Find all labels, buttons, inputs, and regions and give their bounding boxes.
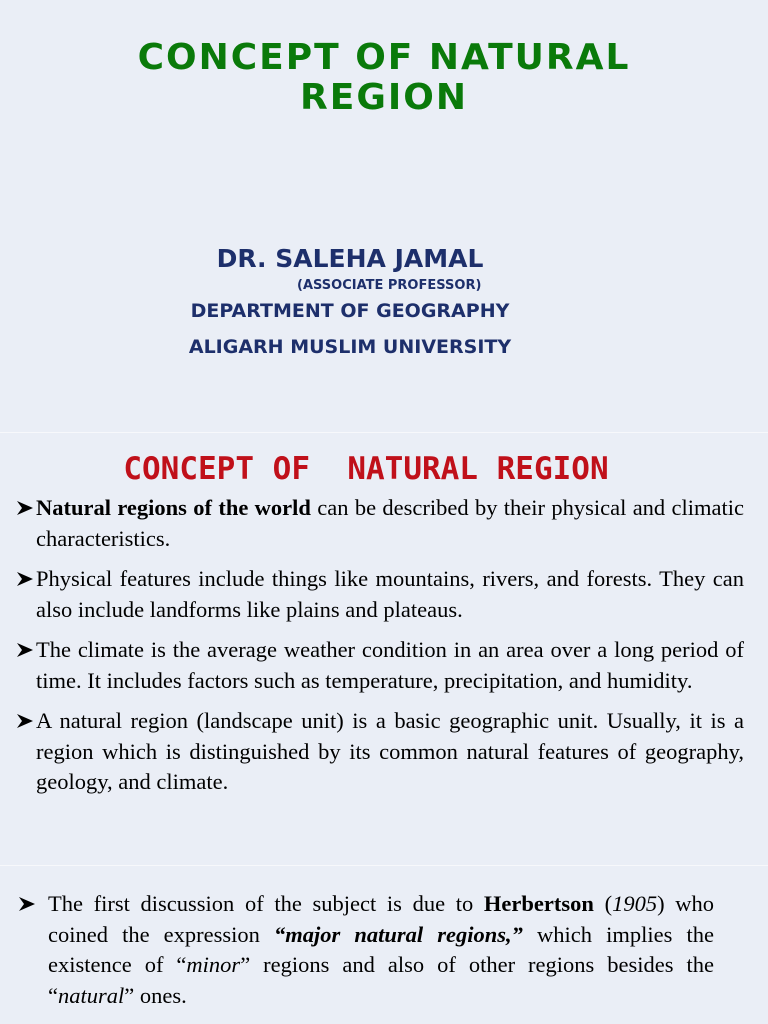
presentation-title xyxy=(0,38,768,118)
concept-slide xyxy=(0,433,768,865)
bullet-list xyxy=(18,889,714,1011)
department-name: DEPARTMENT OF GEOGRAPHY xyxy=(190,300,510,322)
text-segment: ( xyxy=(593,891,613,916)
list-item xyxy=(16,564,744,625)
arrow-bullet-icon xyxy=(16,564,36,594)
author-reference: Herbertson xyxy=(483,891,594,916)
arrow-bullet-icon xyxy=(18,889,48,919)
text-segment: The first discussion of the subject is due to xyxy=(48,891,484,916)
text-segment: ” regions and also of other regions besides the “ xyxy=(48,952,715,1008)
arrow-bullet-icon xyxy=(16,706,36,736)
title-slide xyxy=(0,0,768,432)
year-reference: 1905 xyxy=(612,891,658,916)
list-item xyxy=(16,493,744,554)
text-segment: which implies the existence of “ xyxy=(48,921,714,977)
bullet-text: A natural region (landscape unit) is a basic geographic unit. Usually, it is a region which is distinguished by its common natural features of geography, geology, and climate. xyxy=(36,708,744,794)
text-segment: ” ones. xyxy=(124,982,187,1008)
herbertson-slide xyxy=(0,866,768,1024)
bold-phrase: Natural regions of the world xyxy=(36,495,311,520)
bullet-text xyxy=(48,889,714,1011)
bullet-body: can be described by their physical and climatic characteristics. xyxy=(36,495,744,551)
bullet-text xyxy=(36,493,744,554)
slide-title: CONCEPT OF NATURAL REGION xyxy=(123,451,609,487)
university-name: ALIGARH MUSLIM UNIVERSITY xyxy=(188,336,512,358)
italic-term: natural xyxy=(58,982,125,1008)
author-designation: (ASSOCIATE PROFESSOR) xyxy=(297,278,482,293)
key-expression: “major natural regions,” xyxy=(274,921,523,947)
text-segment: ) who coined the expression xyxy=(48,891,714,947)
title-line-2: REGION xyxy=(300,77,468,118)
list-item xyxy=(16,635,744,696)
bullet-text: Physical features include things like mountains, rivers, and forests. They can also include landforms like plains and plateaus. xyxy=(36,566,744,622)
bullet-list xyxy=(16,493,744,808)
list-item xyxy=(18,889,714,1011)
list-item xyxy=(16,706,744,798)
arrow-bullet-icon xyxy=(16,493,36,523)
bullet-text: The climate is the average weather condition in an area over a long period of time. It includes factors such as temperature, precipitation, and humidity. xyxy=(36,637,744,693)
title-line-1: CONCEPT OF NATURAL xyxy=(137,37,631,78)
italic-term: minor xyxy=(186,952,241,977)
author-name: DR. SALEHA JAMAL xyxy=(216,244,484,273)
arrow-bullet-icon xyxy=(16,635,36,665)
